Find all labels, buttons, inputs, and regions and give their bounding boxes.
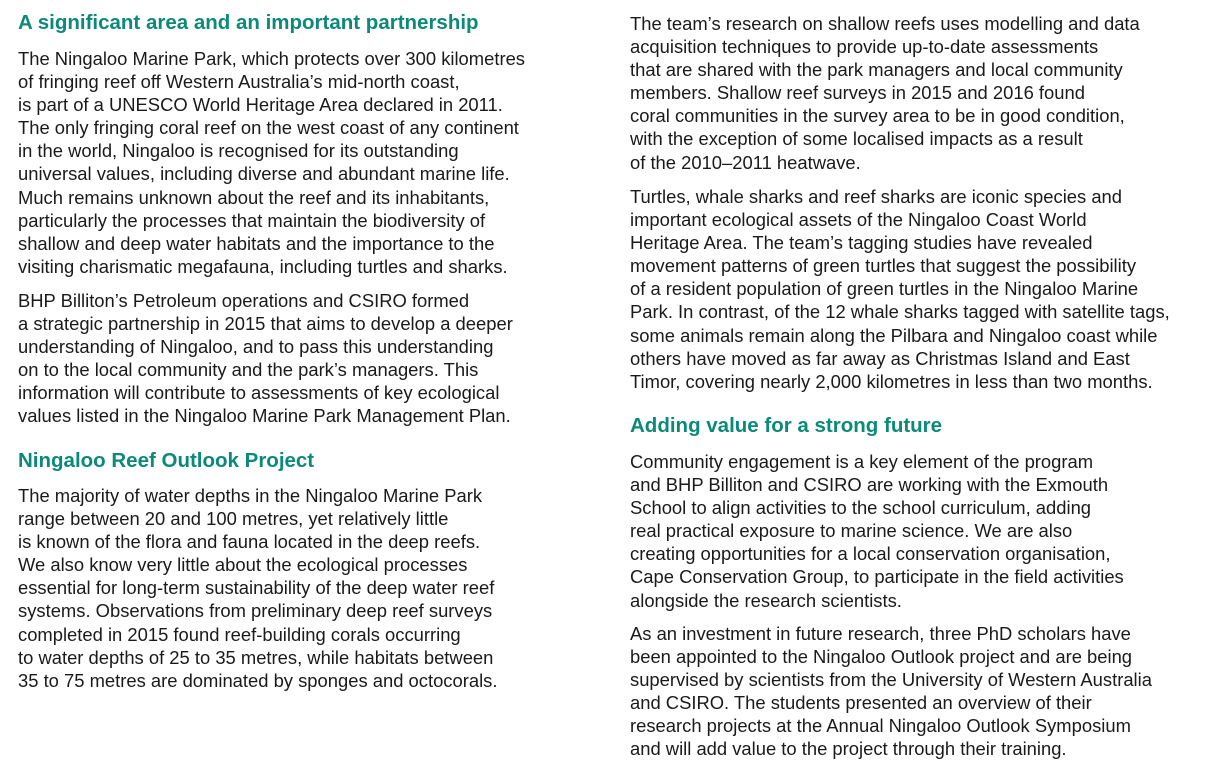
- text-line: some animals remain along the Pilbara and Ningaloo coast while: [630, 324, 1158, 346]
- text-line: The team’s research on shallow reefs uses modelling and data: [630, 13, 1140, 34]
- text-line: Heritage Area. The team’s tagging studies have revealed: [630, 232, 1093, 254]
- text-line: research projects at the Annual Ningaloo Outlook Symposium: [630, 715, 1131, 737]
- text-line: movement patterns of green turtles that suggest the possibility: [630, 255, 1137, 277]
- text-line: Park. In contrast, of the 12 whale sharks tagged with satellite tags,: [630, 301, 1170, 323]
- text-line: on to the local community and the park’s managers. This: [18, 359, 479, 381]
- paragraph-turtles-sharks: [630, 185, 1170, 393]
- text-line: and will add value to the project through their training.: [630, 738, 1067, 760]
- text-line: Cape Conservation Group, to participate in the field activities: [630, 566, 1124, 588]
- text-line: important ecological assets of the Ningaloo Coast World: [630, 209, 1087, 231]
- text-line: BHP Billiton’s Petroleum operations and CSIRO formed: [18, 290, 470, 311]
- heading-significant-area: A significant area and an important partnership: [18, 11, 479, 34]
- text-line: information will contribute to assessments of key ecological: [18, 382, 500, 404]
- text-line: to water depths of 25 to 35 metres, while habitats between: [18, 646, 494, 668]
- text-line: visiting charismatic megafauna, including turtles and sharks.: [18, 255, 508, 277]
- paragraph-ningaloo-marine-park: [18, 47, 525, 278]
- text-line: coral communities in the survey area to be in good condition,: [630, 105, 1125, 127]
- text-line: creating opportunities for a local conservation organisation,: [630, 543, 1111, 565]
- text-line: Timor, covering nearly 2,000 kilometres in less than two months.: [630, 370, 1153, 392]
- text-line: and BHP Billiton and CSIRO are working with the Exmouth: [630, 474, 1109, 496]
- text-line: School to align activities to the school curriculum, adding: [630, 497, 1092, 519]
- text-line: As an investment in future research, three PhD scholars have: [630, 623, 1131, 644]
- text-line: The only fringing coral reef on the west coast of any continent: [18, 117, 519, 139]
- text-line: The majority of water depths in the Ningaloo Marine Park: [18, 485, 483, 506]
- text-line: members. Shallow reef surveys in 2015 and 2016 found: [630, 82, 1085, 104]
- text-line: of the 2010–2011 heatwave.: [630, 151, 861, 173]
- paragraph-community-engagement: [630, 450, 1124, 612]
- text-line: Community engagement is a key element of the program: [630, 451, 1094, 472]
- text-line: is part of a UNESCO World Heritage Area declared in 2011.: [18, 94, 503, 116]
- heading-reef-outlook-project: Ningaloo Reef Outlook Project: [18, 449, 315, 472]
- text-line: in the world, Ningaloo is recognised for its outstanding: [18, 140, 459, 162]
- text-line: with the exception of some localised impacts as a result: [630, 128, 1083, 150]
- text-line: understanding of Ningaloo, and to pass this understanding: [18, 336, 494, 358]
- text-line: real practical exposure to marine science. We are also: [630, 520, 1073, 542]
- paragraph-phd-scholars: [630, 622, 1152, 761]
- paragraph-bhp-partnership: [18, 289, 513, 428]
- text-line: Turtles, whale sharks and reef sharks are iconic species and: [630, 186, 1123, 207]
- text-line: values listed in the Ningaloo Marine Park Management Plan.: [18, 405, 511, 427]
- paragraph-water-depths: [18, 484, 497, 692]
- text-line: particularly the processes that maintain the biodiversity of: [18, 209, 486, 231]
- paragraph-shallow-reefs: [630, 12, 1140, 174]
- text-line: shallow and deep water habitats and the importance to the: [18, 232, 495, 254]
- text-line: Much remains unknown about the reef and its inhabitants,: [18, 186, 490, 208]
- text-line: is known of the flora and fauna located in the deep reefs.: [18, 531, 481, 553]
- text-line: acquisition techniques to provide up-to-date assessments: [630, 36, 1099, 58]
- text-line: been appointed to the Ningaloo Outlook project and are being: [630, 646, 1133, 668]
- text-line: The Ningaloo Marine Park, which protects over 300 kilometres: [18, 48, 525, 69]
- text-line: 35 to 75 metres are dominated by sponges and octocorals.: [18, 669, 498, 691]
- text-line: We also know very little about the ecological processes: [18, 554, 468, 576]
- text-line: range between 20 and 100 metres, yet relatively little: [18, 508, 449, 530]
- text-line: universal values, including diverse and abundant marine life.: [18, 163, 510, 185]
- text-line: of fringing reef off Western Australia’s mid-north coast,: [18, 71, 460, 93]
- text-line: a strategic partnership in 2015 that aims to develop a deeper: [18, 313, 513, 335]
- text-line: that are shared with the park managers and local community: [630, 59, 1123, 81]
- text-line: of a resident population of green turtles in the Ningaloo Marine: [630, 278, 1139, 300]
- heading-adding-value: Adding value for a strong future: [630, 414, 943, 437]
- text-line: alongside the research scientists.: [630, 589, 902, 611]
- text-line: completed in 2015 found reef-building corals occurring: [18, 623, 461, 645]
- text-line: essential for long-term sustainability of the deep water reef: [18, 577, 495, 599]
- text-line: others have moved as far away as Christmas Island and East: [630, 347, 1130, 369]
- text-line: systems. Observations from preliminary deep reef surveys: [18, 600, 493, 622]
- text-line: and CSIRO. The students presented an overview of their: [630, 692, 1092, 714]
- text-line: supervised by scientists from the University of Western Australia: [630, 669, 1152, 691]
